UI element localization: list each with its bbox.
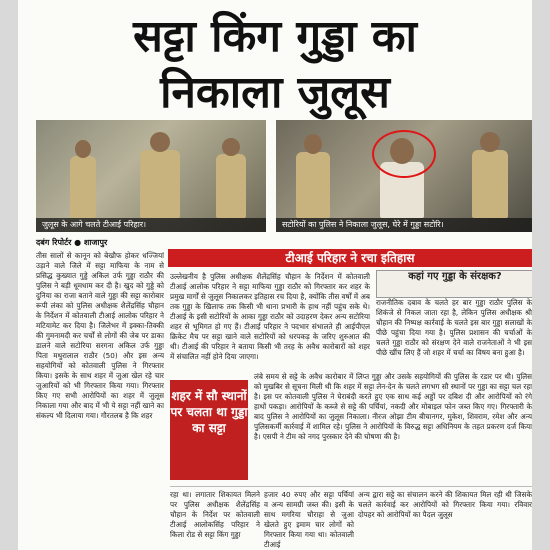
photo-caption: सटोरियों का पुलिस ने निकाला जुलूस, घेरे में गुड्डा सटोरि। — [276, 218, 532, 232]
headline-line-1: सट्टा किंग गुड्डा का — [133, 11, 417, 62]
photo-procession-ti — [36, 120, 266, 232]
pull-quote: शहर में सौ स्थानों पर चलता था गुड्डा का सट्टा — [170, 380, 248, 480]
photo-figure — [216, 154, 246, 218]
article-column-7: अन्य द्वारा सट्टे का संचालन करने की शिकायत मिल रही थी जिसके चलते कार्रवाई कर आरोपियों को गिरफ्तार किया गया। रविवार दोपहर को आरोपियों का पैदल जुलूस — [358, 490, 532, 519]
photo-figure-head — [222, 138, 240, 156]
photo-figure — [472, 150, 508, 218]
article-column-2: उल्लेखनीय है पुलिस अधीक्षक शैलेंद्रसिंह चौहान के निर्देशन में कोतवाली टीआई आलोक परिहार ने सट्टा माफिया गुड्डा राठौर को गिरफ्तार कर शहर के प्रमुख मार्गों से जुलूस निकालकर इतिहास रच दिया है, क्योंकि तीस वर्षों में अब तक गुड्डा के खिलाफ तक किसी भी थाना प्रभारी के हाथ नहीं पहुंच सके थे। टीआई के इसी सटोरियों के आका गुड्डा राठौर को उदाहरण देकर अन्य सटोरिया शहर से भूमिगत हो गए हैं। टीआई परिहार ने पदभार संभालते ही आईपीएल क्रिकेट मैच पर सट्टा खाने वाले सटोरियों को धरपकड़ के जरिए शुरुआत की थी। टीआई की परिहार ने बताया किसी भी तरह के अवैध कारोबारों को शहर में संचालित नहीं होने दिया जाएगा। — [170, 272, 370, 361]
byline: दबंग रिपोर्टर ● शाजापुर — [36, 238, 108, 247]
highlight-circle — [372, 130, 436, 178]
headline-line-2: निकाला जुलूस — [160, 67, 390, 118]
photo-figure — [296, 152, 330, 218]
photo-figure — [140, 150, 180, 218]
photo-figure-head — [480, 132, 500, 152]
section-banner: टीआई परिहार ने रचा इतिहास — [168, 249, 532, 267]
photo-figure-head — [75, 140, 91, 158]
article-column-4: लंबे समय से सट्टे के अवैध कारोबार में लिप्त गुड्डा और उसके सहयोगियों की पुलिस के रडार पर थी। पुलिस को मुखबिर से सूचना मिली थी कि शहर में सट्टा लेन-देन के चलते लगभग सौ स्थानों पर गुड्डा का सट्टा चल रहा है। इस पर कोतवाली पुलिस ने घेराबंदी करते हुए एक साथ कई अड्डों पर दबिश दी और आरोपियों को रंगे हाथों पकड़ा। आरोपियों के कब्जे से सट्टे की पर्चियां, नकदी और मोबाइल फोन जब्त किए गए। गिरफ्तारी के बाद पुलिस ने आरोपियों का जुलूस निकाला। नीरज ओझा टीम बीचानगर, मुकेश, शिवराम, रमेश और अन्य पुलिसकर्मी कार्रवाई में शामिल रहे। पुलिस ने आरोपियों के विरुद्ध सट्टा अधिनियम के तहत प्रकरण दर्ज किया है। एसपी ने टीम को नगद पुरस्कार देने की घोषणा की है। — [254, 372, 532, 441]
article-column-5: रहा था। लगातार शिकायत मिलने पर पुलिस अधीक्षक शैलेंद्रसिंह चौहान के निर्देश पर कोतवाली टीआई आलोकसिंह परिहार ने किला रोड से सट्टा किंग गुड्डा — [170, 490, 260, 539]
photo-figure-head — [304, 134, 322, 154]
photo-caption: जुलूस के आगे चलते टीआई परिहार। — [36, 218, 266, 232]
photo-figure — [70, 156, 96, 218]
divider — [170, 486, 532, 487]
article-column-6: हजार 40 रुपए और सट्टा पर्चियां व अन्य सामग्री जब्त की। इसी के साथ मगरिया चौराहा से जुआ खेलते हुए इमाम चार लोगों को गिरफ्तार किया गया था। कोतवाली टीआई — [264, 490, 354, 549]
article-column-1: तीस सालों से कानून को बेखौफ होकर धज्जियां उड़ाने वाले जिले में सट्टा माफिया के नाम से प्रसिद्ध कुख्यात गुड्डे अकिल उर्फ गुड्डा राठौर की पुलिस ने बड़ी धूमधाम कर दी है। खुद को गुड्डे को दुनिया का राजा बताने वाले गुड्डा की सट्टा कारोबार रूपी लंका को पुलिस अधीक्षक शैलेंद्रसिंह चौहान के निर्देशन में कोतवाली टीआई आलोक परिहार ने मटियामेट कर दिया है। जिलेभर में इक्का-तिक्की की गुमनामदी कर चर्चों से लोगों की जेब पर डाका डालने वाले सटोरिया सरगना अकिल उर्फ गुड्डा पिता मथुरालाल राठौर (50) और इस अन्य सहयोगियों को कोतवाली पुलिस ने गिरफ्तार किया। इसके के साथ शहर में जुआ खेल रहे चार जुआरियों को भी गिरफ्तार किया गया। गिरफ्तार किए गए सभी आरोपियों का शहर में जुलूस निकाला गया और बाद में भी ये सट्टा नहीं खाने का संकल्प भी दिलाया गया। गौरतलब है कि शहर — [36, 251, 164, 420]
sidebar-title: कहां गए गुड्डा के संरक्षक? — [376, 270, 532, 298]
photo-figure-head — [150, 132, 170, 152]
newspaper-page — [18, 0, 532, 550]
sidebar-text: राजनीतिक दबाव के चलते हर बार गुड्डा राठौर पुलिस के शिकंजे से निकल जाता रहा है, लेकिन पुलिस अधीक्षक श्री चौहान की निष्पक्ष कार्रवाई के चलते इस बार गुड्डा सलाखों के पीछे पहुंचा दिया गया है। पुलिस प्रशासन की चर्चाओं के चलते गुड्डा राठौर को संरक्षण देने वाले राजनेताओं ने भी इस पीछे खींच लिए हैं जो शहर में चर्चा का विषय बना हुआ है। — [376, 298, 532, 357]
photo-police-procession — [276, 120, 532, 232]
